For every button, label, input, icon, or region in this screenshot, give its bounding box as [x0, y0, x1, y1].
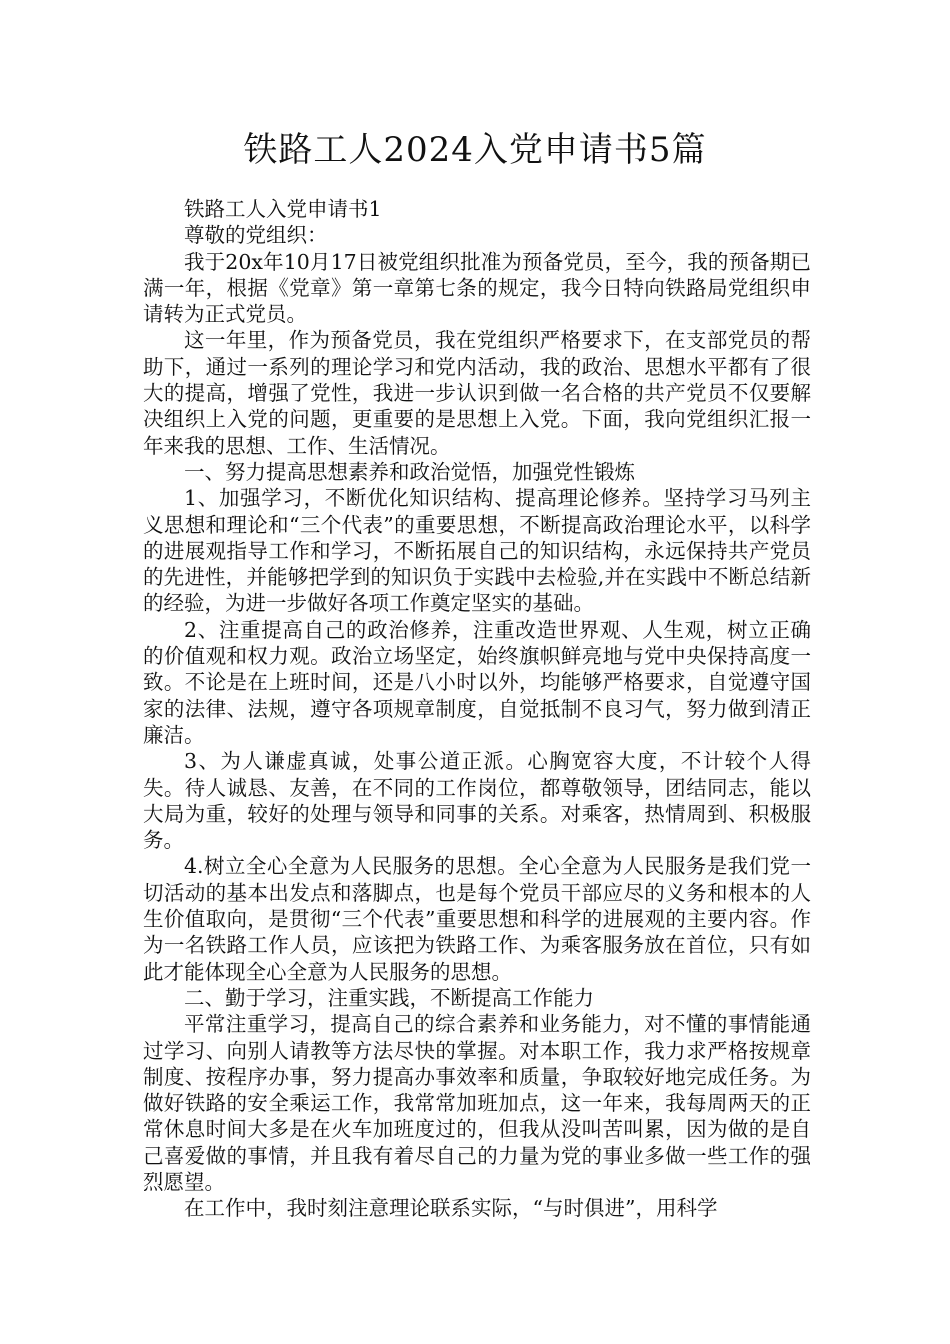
paragraph: 1、加强学习，不断优化知识结构、提高理论修养。坚持学习马列主义思想和理论和“三个代表”的重要思想，不断提高政治理论水平，以科学的进展观指导工作和学习，不断拓展自己的知识结构，永远保持共产党员的先进性，并能够把学到的知识负于实践中去检验,并在实践中不断总结新的经验，为进一步做好各项工作奠定坚实的基础。 — [143, 486, 811, 616]
paragraph: 我于20x年10月17日被党组织批准为预备党员，至今，我的预备期已满一年，根据《党章》第一章第七条的规定，我今日特向铁路局党组织申请转为正式党员。 — [143, 249, 811, 327]
paragraph: 4.树立全心全意为人民服务的思想。全心全意为人民服务是我们党一切活动的基本出发点和落脚点，也是每个党员干部应尽的义务和根本的人生价值取向，是贯彻“三个代表”重要思想和科学的进展观的主要内容。作为一名铁路工作人员，应该把为铁路工作、为乘客服务放在首位，只有如此才能体现全心全意为人民服务的思想。 — [143, 854, 811, 984]
paragraph: 平常注重学习，提高自己的综合素养和业务能力，对不懂的事情能通过学习、向别人请教等方法尽快的掌握。对本职工作，我力求严格按规章制度、按程序办事，努力提高办事效率和质量，争取较好地完成任务。为做好铁路的安全乘运工作，我常常加班加点，这一年来，我每周两天的正常休息时间大多是在火车加班度过的，但我从没叫苦叫累，因为做的是自己喜爱做的事情，并且我有着尽自己的力量为党的事业多做一些工作的强烈愿望。 — [143, 1012, 811, 1194]
document-title: 铁路工人2024入党申请书5篇 — [243, 130, 707, 170]
section-heading: 一、努力提高思想素养和政治觉悟，加强党性锻炼 — [184, 459, 635, 484]
letter-heading: 铁路工人入党申请书1 — [184, 197, 382, 221]
section-heading: 二、勤于学习，注重实践，不断提高工作能力 — [184, 985, 594, 1010]
salutation: 尊敬的党组织： — [184, 223, 328, 248]
document-body — [143, 196, 811, 1222]
paragraph: 2、注重提高自己的政治修养，注重改造世界观、人生观，树立正确的价值观和权力观。政治立场坚定，始终旗帜鲜亮地与党中央保持高度一致。不论是在上班时间，还是八小时以外，均能够严格要求，自觉遵守国家的法律、法规，遵守各项规章制度，自觉抵制不良习气，努力做到清正廉洁。 — [143, 617, 811, 747]
paragraph: 3、为人谦虚真诚，处事公道正派。心胸宽容大度，不计较个人得失。待人诚恳、友善，在不同的工作岗位，都尊敬领导，团结同志，能以大局为重，较好的处理与领导和同事的关系。对乘客，热情周到、积极服务。 — [143, 749, 811, 853]
paragraph: 在工作中，我时刻注意理论联系实际，“与时俱进”，用科学 — [184, 1196, 718, 1221]
paragraph: 这一年里，作为预备党员，我在党组织严格要求下，在支部党员的帮助下，通过一系列的理论学习和党内活动，我的政治、思想水平都有了很大的提高，增强了党性，我进一步认识到做一名合格的共产党员不仅要解决组织上入党的问题，更重要的是思想上入党。下面，我向党组织汇报一年来我的思想、工作、生活情况。 — [143, 328, 811, 458]
